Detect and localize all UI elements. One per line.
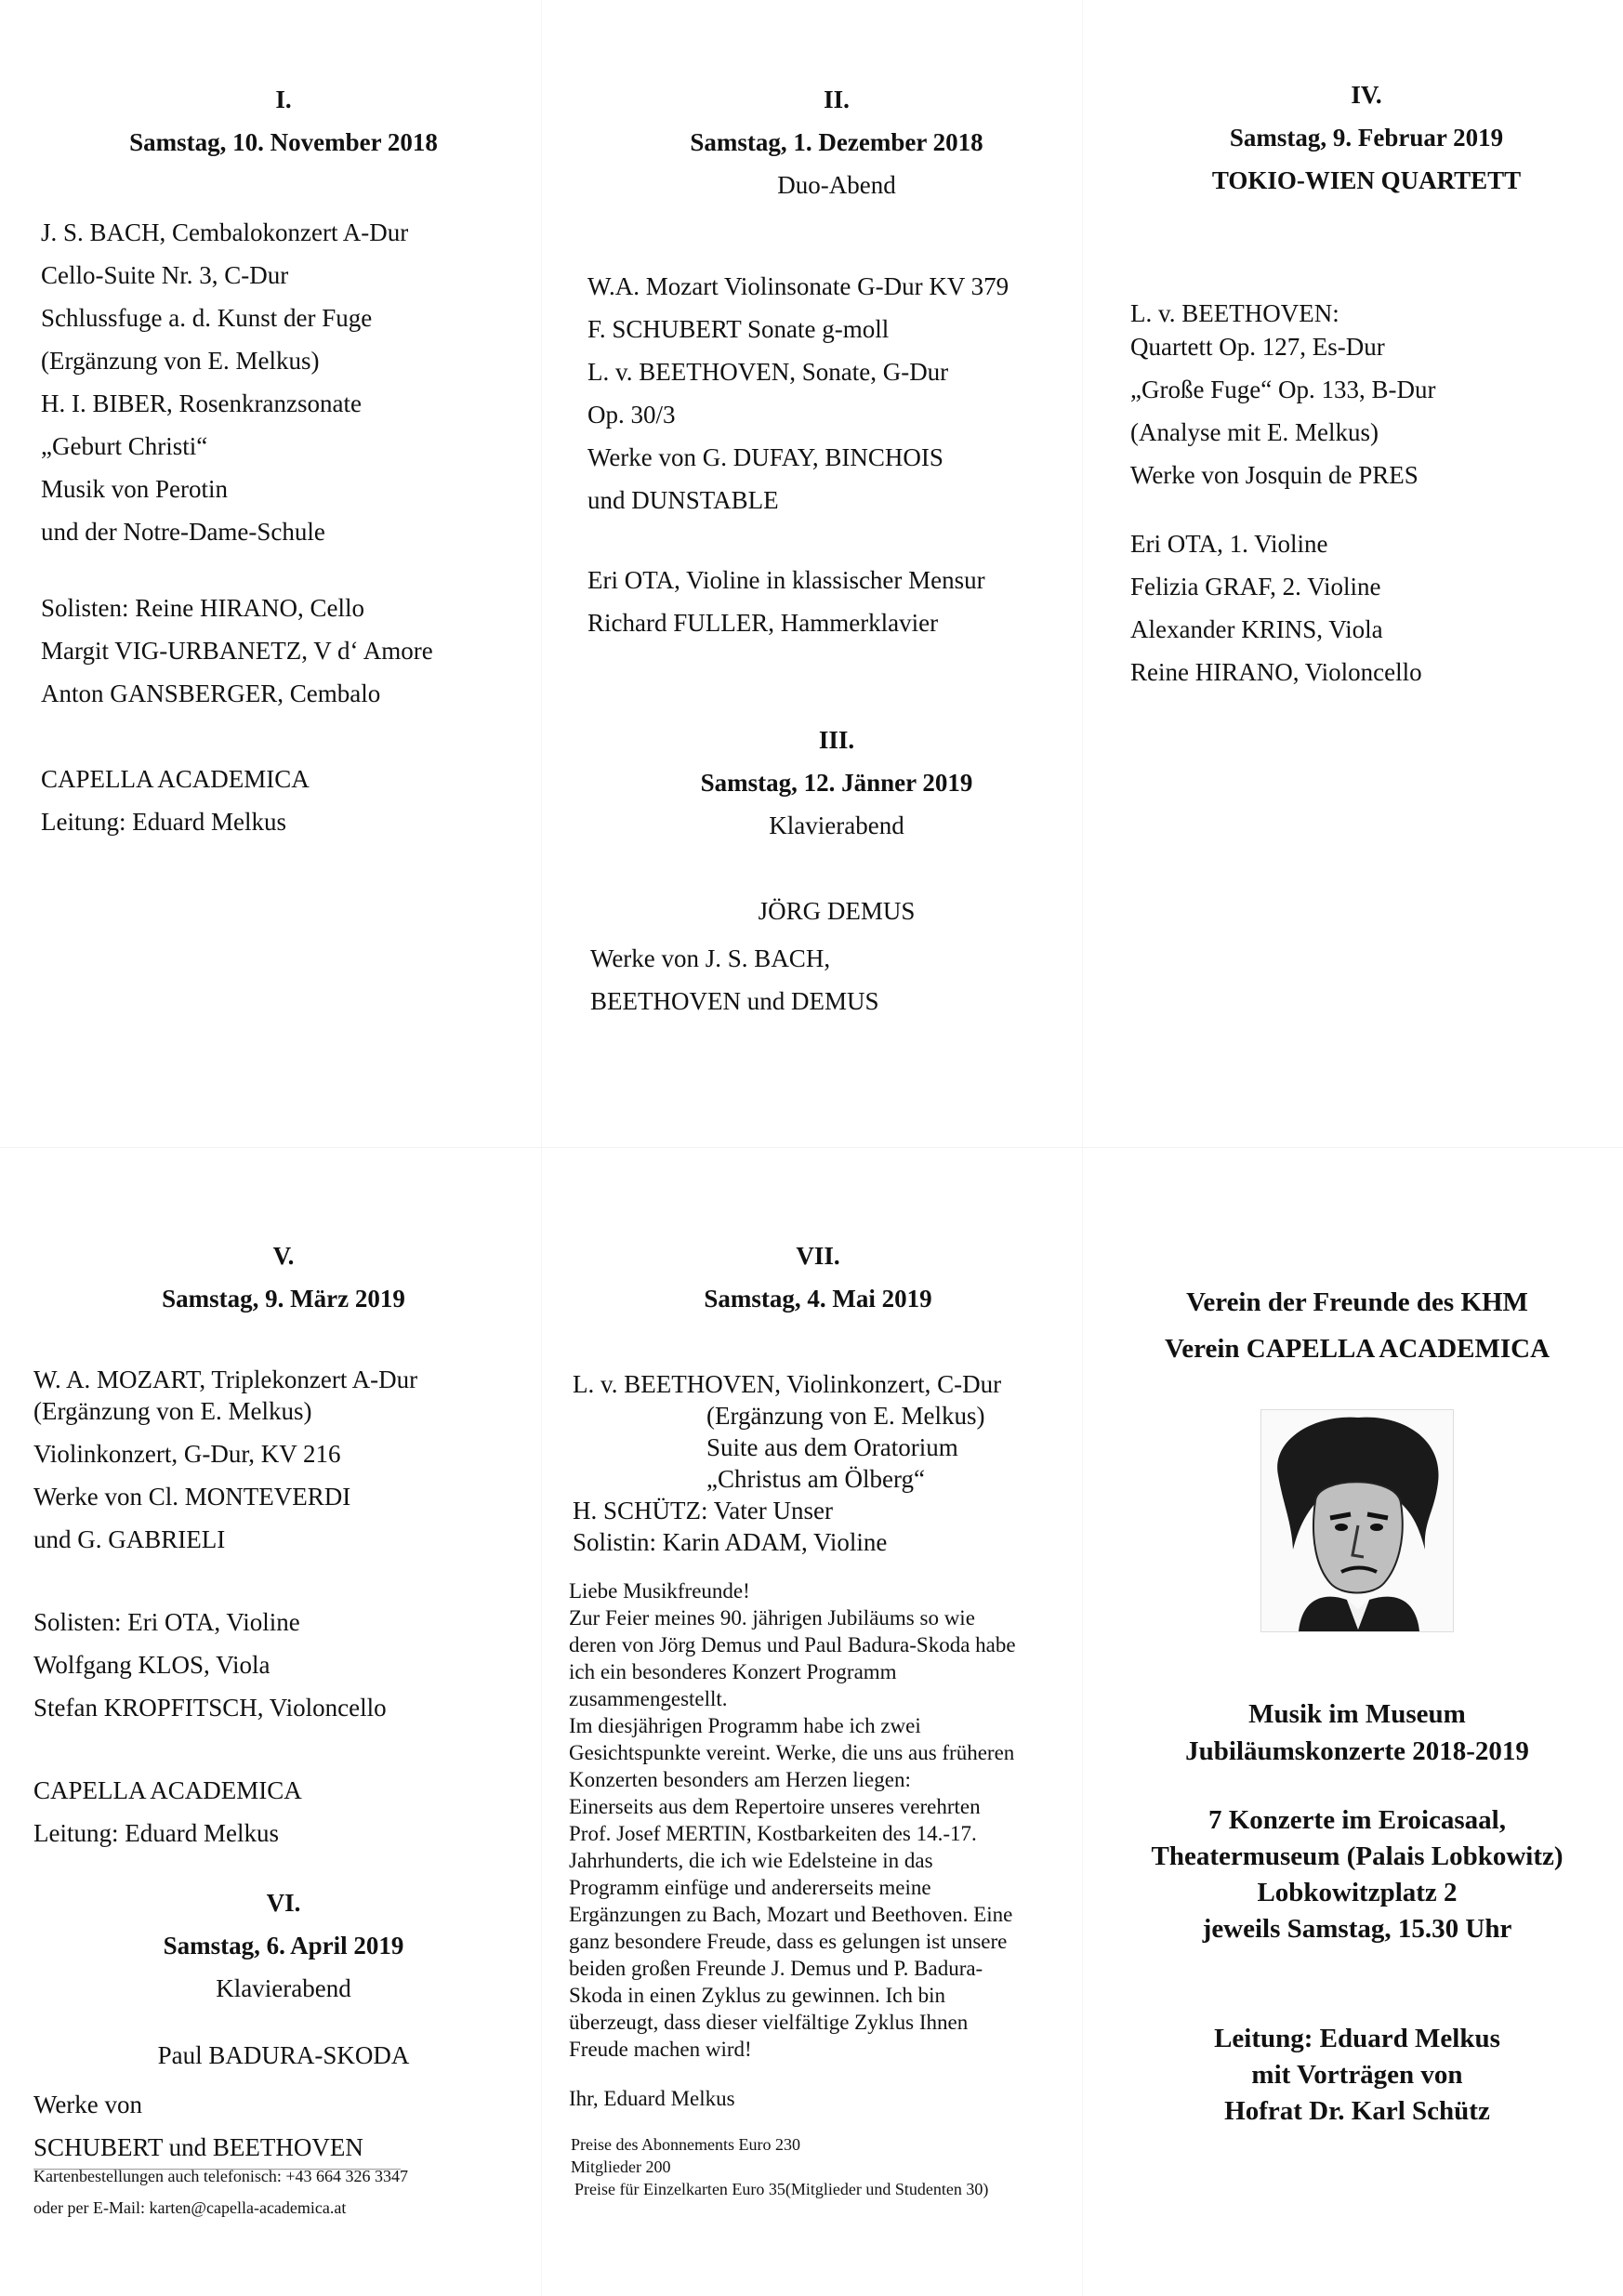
concert-1-ensemble <box>41 758 310 843</box>
concert-5-program <box>33 1358 417 1561</box>
concert-7-header <box>558 1234 1078 1320</box>
concert-subtitle: TOKIO-WIEN QUARTETT <box>1211 166 1522 194</box>
concert-date: Samstag, 10. November 2018 <box>129 128 438 156</box>
program-line: und G. GABRIELI <box>33 1525 226 1553</box>
program-line: Op. 30/3 <box>587 401 676 429</box>
concert-6-header <box>28 1881 539 2010</box>
program-line: J. S. BACH, Cembalokonzert A-Dur <box>41 218 409 246</box>
concert-date: Samstag, 12. Jänner 2019 <box>700 769 973 797</box>
program-line: Musik von Perotin <box>41 475 229 503</box>
concert-3-performer <box>576 890 1097 932</box>
concert-5-ensemble <box>33 1769 302 1854</box>
soloist-line: Solisten: Eri OTA, Violine <box>33 1608 300 1636</box>
performer-name: JÖRG DEMUS <box>758 897 916 925</box>
concert-number: III. <box>818 726 855 754</box>
direction-line: mit Vorträgen von <box>1251 2060 1463 2090</box>
concert-4-header <box>1115 73 1617 202</box>
organizer-name: Verein der Freunde des KHM <box>1186 1287 1528 1317</box>
concert-subtitle: Klavierabend <box>769 812 904 839</box>
letter-line: deren von Jörg Demus und Paul Badura-Skoda habe <box>569 1633 1016 1656</box>
letter-line: Jahrhunderts, die ich wie Edelsteine in das <box>569 1849 933 1872</box>
concert-5-header <box>28 1234 539 1320</box>
letter-line: Im diesjährigen Programm habe ich zwei <box>569 1714 921 1737</box>
concert-number: II. <box>824 86 850 113</box>
soloist-line: Anton GANSBERGER, Cembalo <box>41 680 381 707</box>
program-line: H. SCHÜTZ: Vater Unser <box>573 1497 833 1524</box>
ensemble-name: CAPELLA ACADEMICA <box>33 1776 302 1804</box>
concert-number: V. <box>272 1242 295 1270</box>
letter-line: zusammengestellt. <box>569 1687 728 1710</box>
portrait-illustration <box>1261 1410 1453 1631</box>
program-line: (Ergänzung von E. Melkus) <box>41 347 320 375</box>
program-line: Werke von J. S. BACH, <box>590 944 831 972</box>
performer-line: Eri OTA, Violine in klassischer Mensur <box>587 566 985 594</box>
cover-title <box>1097 1696 1617 1770</box>
letter-line: beiden großen Freunde J. Demus und P. Badura- <box>569 1957 983 1980</box>
cover-direction <box>1097 2021 1617 2130</box>
concert-date: Samstag, 9. März 2019 <box>162 1285 405 1313</box>
program-line: W. A. MOZART, Triplekonzert A-Dur <box>33 1366 418 1393</box>
program-line: Werke von Josquin de PRES <box>1130 461 1418 489</box>
concert-number: I. <box>275 86 292 113</box>
performer-line: Alexander KRINS, Viola <box>1130 615 1383 643</box>
cover-organizers <box>1097 1279 1617 1372</box>
performer-line: Felizia GRAF, 2. Violine <box>1130 573 1381 600</box>
series-title: Musik im Museum <box>1248 1699 1466 1729</box>
price-list <box>571 2133 988 2200</box>
program-line: Quartett Op. 127, Es-Dur <box>1130 333 1385 361</box>
letter-line: Ergänzungen zu Bach, Mozart und Beethoven. Eine <box>569 1903 1013 1926</box>
concert-2-performers <box>587 559 985 644</box>
letter-line: Zur Feier meines 90. jährigen Jubiläums so wie <box>569 1606 975 1630</box>
letter-line: Gesichtspunkte vereint. Werke, die uns aus früheren <box>569 1741 1015 1764</box>
price-line: Mitglieder 200 <box>571 2157 671 2176</box>
program-line: BEETHOVEN und DEMUS <box>590 987 879 1015</box>
ticket-phone: Kartenbestellungen auch telefonisch: +43 664 326 3347 <box>33 2167 409 2185</box>
concert-1-soloists <box>41 587 433 715</box>
soloist-line: Margit VIG-URBANETZ, V d‘ Amore <box>41 637 433 665</box>
performer-line: Richard FULLER, Hammerklavier <box>587 609 939 637</box>
concert-5-soloists <box>33 1601 387 1729</box>
concert-date: Samstag, 1. Dezember 2018 <box>690 128 983 156</box>
ticket-email: oder per E-Mail: karten@capella-academica.at <box>33 2198 347 2217</box>
concert-6-performer <box>28 2034 539 2077</box>
concert-subtitle: Duo-Abend <box>777 171 896 199</box>
letter-line: Prof. Josef MERTIN, Kostbarkeiten des 14.-17. <box>569 1822 977 1845</box>
concert-7-program <box>573 1368 1001 1558</box>
program-line: L. v. BEETHOVEN, Sonate, G-Dur <box>587 358 949 386</box>
fold-line-left <box>541 0 542 2296</box>
program-line: L. v. BEETHOVEN, Violinkonzert, C-Dur <box>573 1370 1002 1398</box>
fold-line-right <box>1082 0 1083 2296</box>
beethoven-portrait <box>1260 1409 1454 1632</box>
organizer-name: Verein CAPELLA ACADEMICA <box>1164 1334 1550 1364</box>
soloist-line: Solisten: Reine HIRANO, Cello <box>41 594 364 622</box>
letter-line: Liebe Musikfreunde! <box>569 1579 750 1603</box>
letter-body <box>569 1577 1016 2112</box>
program-line: Werke von G. DUFAY, BINCHOIS <box>587 443 943 471</box>
letter-signature: Ihr, Eduard Melkus <box>569 2087 735 2110</box>
program-line: (Analyse mit E. Melkus) <box>1130 418 1379 446</box>
concert-date: Samstag, 4. Mai 2019 <box>704 1285 932 1313</box>
program-line: Cello-Suite Nr. 3, C-Dur <box>41 261 289 289</box>
program-line: SCHUBERT und BEETHOVEN <box>33 2126 401 2170</box>
ensemble-conductor: Leitung: Eduard Melkus <box>33 1819 279 1847</box>
venue-line: Theatermuseum (Palais Lobkowitz) <box>1151 1841 1564 1871</box>
venue-line: Lobkowitzplatz 2 <box>1257 1878 1458 1907</box>
concert-6-program <box>33 2083 401 2170</box>
series-subtitle: Jubiläumskonzerte 2018-2019 <box>1185 1736 1529 1766</box>
program-line: „Christus am Ölberg“ <box>706 1465 925 1493</box>
cover-venue <box>1097 1802 1617 1947</box>
concert-date: Samstag, 9. Februar 2019 <box>1229 124 1504 152</box>
ensemble-conductor: Leitung: Eduard Melkus <box>41 808 286 836</box>
ticket-info <box>33 2160 408 2223</box>
performer-name: Paul BADURA-SKODA <box>157 2041 410 2069</box>
program-line: (Ergänzung von E. Melkus) <box>706 1402 985 1430</box>
program-line: L. v. BEETHOVEN: <box>1130 299 1339 327</box>
program-line: „Geburt Christi“ <box>41 432 208 460</box>
fold-line-horizontal <box>0 1147 1623 1148</box>
letter-line: Konzerten besonders am Herzen liegen: <box>569 1768 911 1791</box>
letter-line: überzeugt, dass dieser vielfältige Zyklus Ihnen <box>569 2011 969 2034</box>
concert-number: VI. <box>266 1889 301 1917</box>
program-line: Werke von <box>33 2091 143 2118</box>
letter-line: Freude machen wird! <box>569 2038 752 2061</box>
soloist-line: Stefan KROPFITSCH, Violoncello <box>33 1694 387 1722</box>
venue-line: 7 Konzerte im Eroicasaal, <box>1207 1805 1506 1835</box>
concert-1-header <box>28 78 539 164</box>
letter-line: Programm einfüge und andererseits meine <box>569 1876 931 1899</box>
concert-2-header <box>576 78 1097 206</box>
concert-1-program <box>41 211 408 553</box>
venue-line: jeweils Samstag, 15.30 Uhr <box>1202 1914 1512 1944</box>
direction-line: Leitung: Eduard Melkus <box>1214 2024 1500 2053</box>
concert-4-performers <box>1130 522 1422 693</box>
ensemble-name: CAPELLA ACADEMICA <box>41 765 310 793</box>
program-line: Suite aus dem Oratorium <box>706 1433 958 1461</box>
concert-4-program <box>1130 292 1435 496</box>
soloist-line: Wolfgang KLOS, Viola <box>33 1651 270 1679</box>
concert-number: VII. <box>796 1242 840 1270</box>
concert-3-header <box>576 719 1097 847</box>
performer-line: Eri OTA, 1. Violine <box>1130 530 1328 558</box>
price-line: Preise des Abonnements Euro 230 <box>571 2135 800 2154</box>
concert-subtitle: Klavierabend <box>216 1974 351 2002</box>
program-line: und der Notre-Dame-Schule <box>41 518 325 546</box>
letter-line: ganz besondere Freude, dass es gelungen ist unsere <box>569 1930 1008 1953</box>
price-line: Preise für Einzelkarten Euro 35(Mitglieder und Studenten 30) <box>574 2180 989 2198</box>
direction-line: Hofrat Dr. Karl Schütz <box>1224 2096 1490 2126</box>
concert-date: Samstag, 6. April 2019 <box>163 1932 404 1960</box>
letter-line: Einerseits aus dem Repertoire unseres verehrten <box>569 1795 981 1818</box>
program-line: H. I. BIBER, Rosenkranzsonate <box>41 389 362 417</box>
program-line: und DUNSTABLE <box>587 486 779 514</box>
concert-number: IV. <box>1351 81 1382 109</box>
program-line: „Große Fuge“ Op. 133, B-Dur <box>1130 376 1436 403</box>
program-line: (Ergänzung von E. Melkus) <box>33 1397 312 1425</box>
program-line: Schlussfuge a. d. Kunst der Fuge <box>41 304 373 332</box>
program-line: F. SCHUBERT Sonate g-moll <box>587 315 890 343</box>
letter-line: Skoda in einen Zyklus zu gewinnen. Ich bin <box>569 1984 945 2007</box>
performer-line: Reine HIRANO, Violoncello <box>1130 658 1422 686</box>
concert-3-program <box>590 937 879 1023</box>
program-line: W.A. Mozart Violinsonate G-Dur KV 379 <box>587 272 1009 300</box>
program-line: Werke von Cl. MONTEVERDI <box>33 1483 351 1511</box>
program-line: Violinkonzert, G-Dur, KV 216 <box>33 1440 341 1468</box>
letter-line: ich ein besonderes Konzert Programm <box>569 1660 897 1683</box>
program-line: Solistin: Karin ADAM, Violine <box>573 1528 888 1556</box>
concert-2-program <box>587 265 1009 521</box>
